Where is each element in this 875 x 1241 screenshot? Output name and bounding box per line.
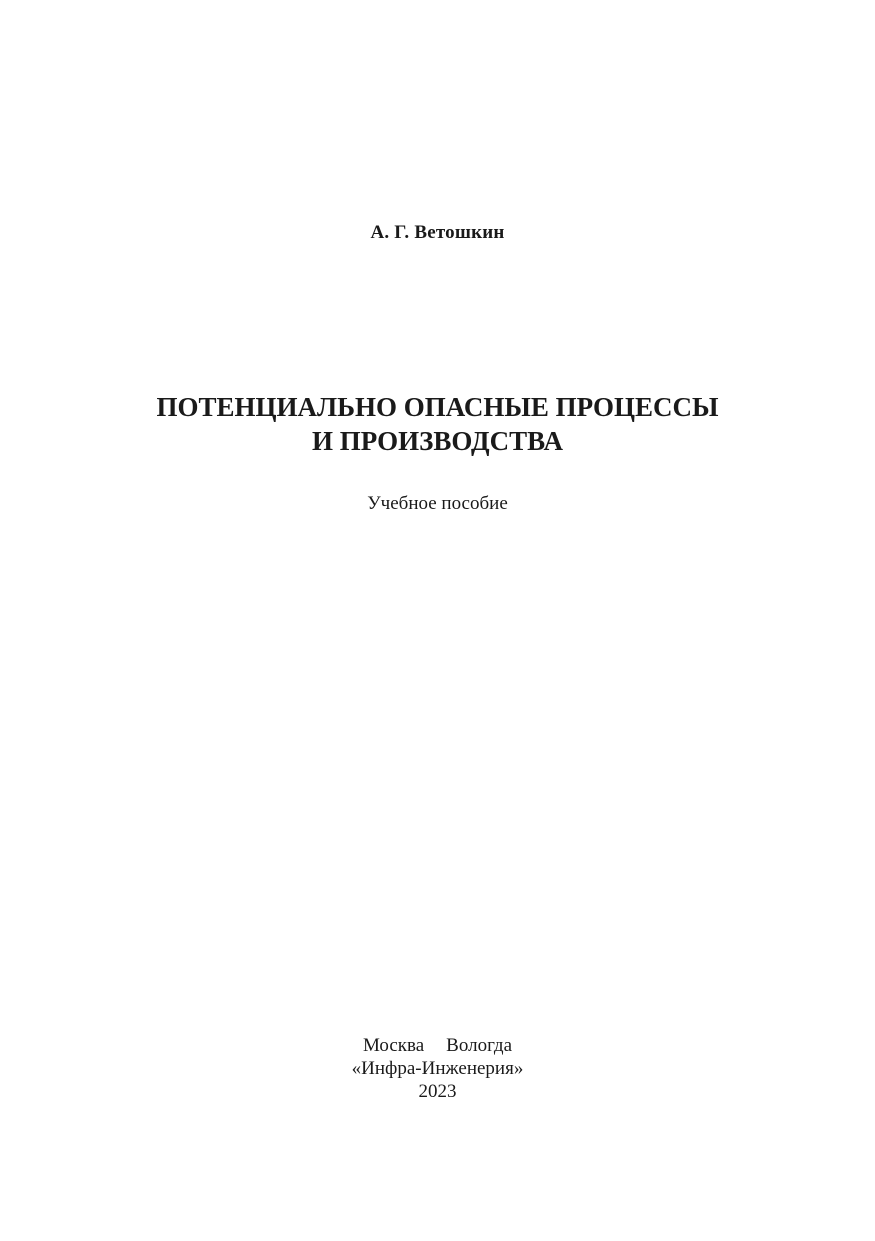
publication-year: 2023 <box>418 1081 457 1102</box>
author-name: А. Г. Ветошкин <box>370 222 505 243</box>
book-subtitle: Учебное пособие <box>367 493 508 514</box>
city-vologda: Вологда <box>446 1035 513 1056</box>
book-title-line-2: И ПРОИЗВОДСТВА <box>312 426 563 456</box>
publication-cities <box>0 1034 875 1057</box>
city-moscow: Москва <box>362 1035 425 1056</box>
imprint <box>0 1034 875 1103</box>
book-title-line-1: ПОТЕНЦИАЛЬНО ОПАСНЫЕ ПРОЦЕССЫ <box>156 392 719 422</box>
publisher-name: «Инфра-Инженерия» <box>351 1058 524 1079</box>
book-title <box>0 390 875 458</box>
